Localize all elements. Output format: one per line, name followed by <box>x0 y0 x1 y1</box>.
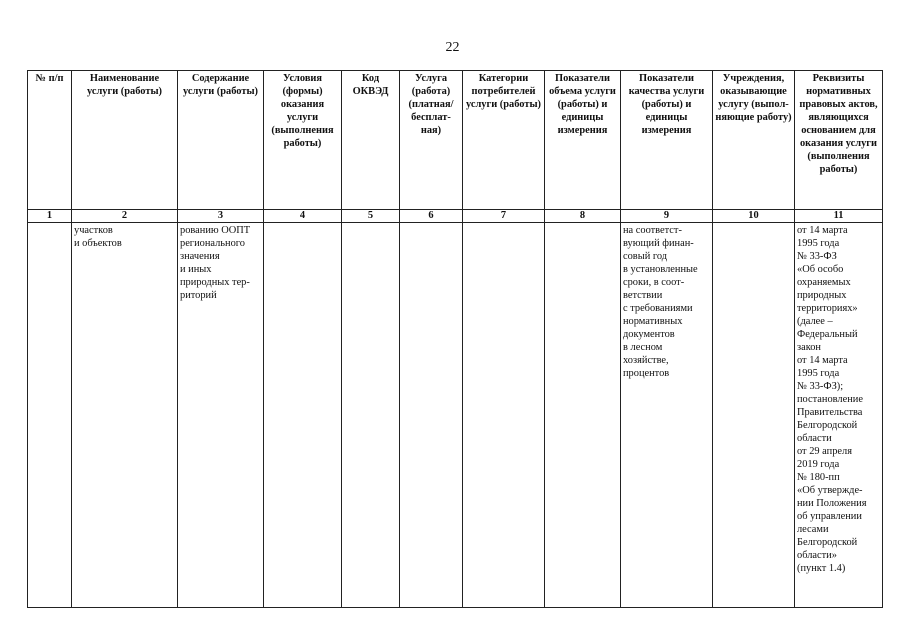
column-number: 5 <box>342 210 400 223</box>
header-row <box>28 71 883 210</box>
header-cell-number: № п/п <box>28 71 72 210</box>
header-cell-consumers: Категории потребителей услуги (работы) <box>463 71 545 210</box>
header-cell-legal-acts: Реквизиты нормативных правовых актов, являющихся основанием для оказания услуги (выполнения работы) <box>795 71 883 210</box>
cell-quality-indicators: на соответст- вующий финан- совый год в установленные сроки, в соот- ветствии с требованиями нормативных документов в лесном хозяйстве, процентов <box>621 223 713 608</box>
cell-number <box>28 223 72 608</box>
header-cell-volume-indicators: Показатели объема услуги (работы) и единицы измерения <box>545 71 621 210</box>
column-number: 6 <box>400 210 463 223</box>
cell-institutions <box>713 223 795 608</box>
header-cell-quality-indicators: Показатели качества услуги (работы) и единицы измерения <box>621 71 713 210</box>
page-number: 22 <box>445 40 460 55</box>
cell-legal-acts: от 14 марта 1995 года № 33-ФЗ «Об особо охраняемых природных территориях» (далее – Федеральный закон от 14 марта 1995 года № 33-ФЗ); постановление Правительства Белгородской области от 29 апреля 2019 года № 180-пп «Об утвержде- нии Положения об управлении лесами Белгородской области» (пункт 1.4) <box>795 223 883 608</box>
column-number: 10 <box>713 210 795 223</box>
column-number: 7 <box>463 210 545 223</box>
cell-service-name: участков и объектов <box>72 223 178 608</box>
cell-okved <box>342 223 400 608</box>
cell-paid-free <box>400 223 463 608</box>
column-number: 1 <box>28 210 72 223</box>
services-table <box>27 70 883 608</box>
header-cell-conditions: Условия (формы) оказания услуги (выполнения работы) <box>264 71 342 210</box>
header-cell-paid-free: Услуга (работа) (платная/ бесплат-ная) <box>400 71 463 210</box>
cell-volume-indicators <box>545 223 621 608</box>
table-row <box>28 223 883 608</box>
column-number-row <box>28 210 883 223</box>
header-cell-service-name: Наименование услуги (работы) <box>72 71 178 210</box>
header-cell-okved: Код ОКВЭД <box>342 71 400 210</box>
column-number: 2 <box>72 210 178 223</box>
header-cell-institutions: Учреждения, оказывающие услугу (выпол-няющие работу) <box>713 71 795 210</box>
cell-consumers <box>463 223 545 608</box>
cell-conditions <box>264 223 342 608</box>
column-number: 9 <box>621 210 713 223</box>
column-number: 4 <box>264 210 342 223</box>
cell-content: рованию ООПТ регионального значения и иных природных тер- риторий <box>178 223 264 608</box>
column-number: 11 <box>795 210 883 223</box>
column-number: 8 <box>545 210 621 223</box>
header-cell-content: Содержание услуги (работы) <box>178 71 264 210</box>
column-number: 3 <box>178 210 264 223</box>
